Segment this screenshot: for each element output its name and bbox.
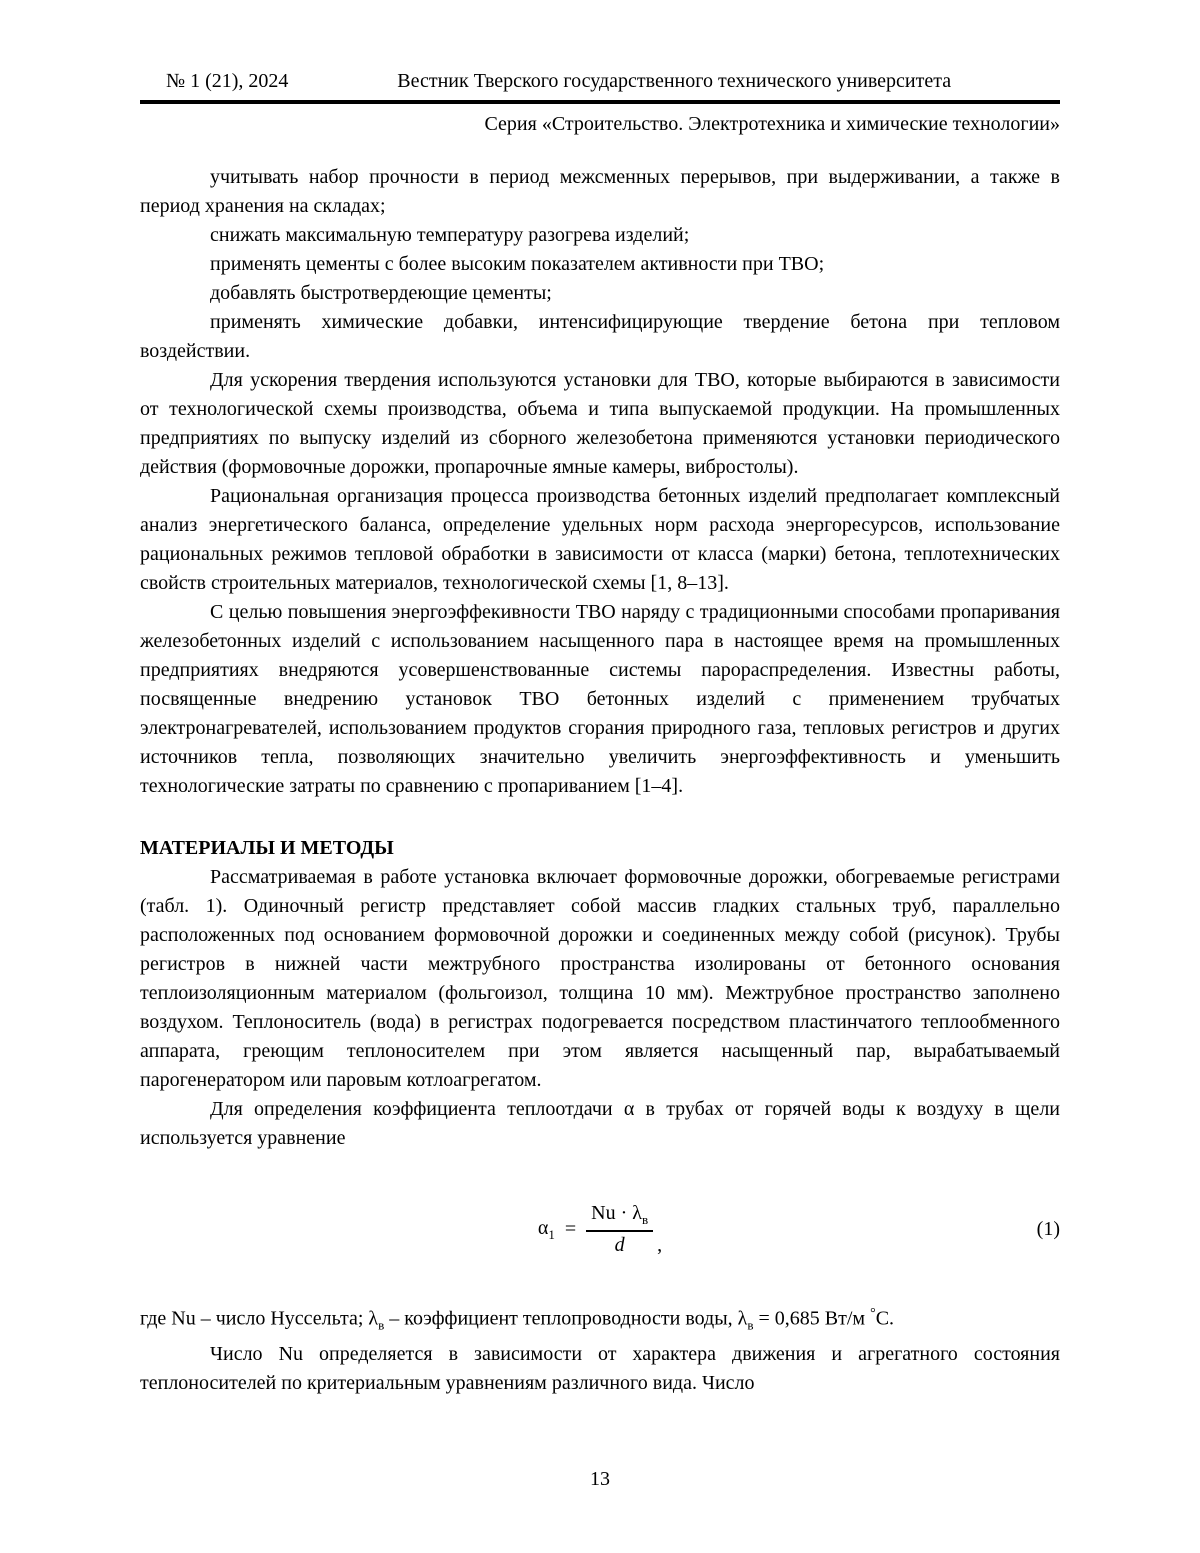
formula-block <box>140 1203 1060 1255</box>
formula-fraction <box>586 1203 653 1255</box>
section-heading: МАТЕРИАЛЫ И МЕТОДЫ <box>140 837 394 859</box>
page-number: 13 <box>590 1468 610 1490</box>
paragraph: Для ускорения твердения используются установки для ТВО, которые выбираются в зависимости от технологической схемы производства, объема и типа выпускаемой продукции. На промышленных предприятиях по выпуску изделий из сборного железобетона применяются установки периодического действия (формовочные дорожки, пропарочные ямные камеры, вибростолы). <box>140 369 1060 478</box>
series-title: Серия «Строительство. Электротехника и химические технологии» <box>484 113 1060 135</box>
closing-paragraph: Число Nu определяется в зависимости от характера движения и агрегатного состояния теплоносителей по критериальным уравнениям различного вида. Число <box>140 1342 1060 1394</box>
equals-sign: = <box>564 1218 577 1240</box>
formula <box>538 1203 662 1255</box>
numerator-text: Nu · λ <box>591 1202 642 1224</box>
paragraph: Рассматриваемая в работе установка включает формовочные дорожки, обогреваемые регистрами (табл. 1). Одиночный регистр представляет собой массив гладких стальных труб, параллельно расположенных под основанием формовочной дорожки и соединенных между собой (рисунок). Трубы регистров в нижней части межтрубного пространства изолированы от бетонного основания теплоизоляционным материалом (фольгоизол, толщина 10 мм). Межтрубное пространство заполнено воздухом. Теплоноситель (вода) в регистрах подогревается посредством пластинчатого теплообменного аппарата, греющим теплоносителем при этом является насыщенный пар, вырабатываемый парогенератором или паровым котлоагрегатом. <box>140 866 1060 1091</box>
paragraph: применять цементы с более высоким показателем активности при ТВО; <box>210 253 825 275</box>
paragraph: Для определения коэффициента теплоотдачи α в трубах от горячей воды к воздуху в щели используется уравнение <box>140 1098 1060 1149</box>
where-text: С. <box>875 1307 895 1330</box>
fraction-numerator <box>586 1203 653 1232</box>
degree-symbol: ° <box>870 1306 876 1321</box>
where-text: где Nu – число Нуссельта; λ <box>140 1307 379 1330</box>
alpha-subscript: 1 <box>548 1226 555 1242</box>
issue-label: № 1 (21), 2024 <box>166 70 289 92</box>
header <box>140 70 1060 136</box>
lambda-subscript: в <box>747 1317 754 1333</box>
journal-title: Вестник Тверского государственного технического университета <box>397 70 952 92</box>
lambda-subscript: в <box>641 1212 649 1227</box>
formula-comma: , <box>657 1234 663 1256</box>
article-body <box>140 163 1060 1398</box>
paragraph: Рациональная организация процесса производства бетонных изделий предполагает комплексный анализ энергетического баланса, определение удельных норм расхода энергоресурсов, использование рациональных режимов тепловой обработки в зависимости от класса (марки) бетона, теплотехнических свойств строительных материалов, технологической схемы [1, 8–13]. <box>140 485 1060 594</box>
equation-number: (1) <box>1036 1218 1060 1240</box>
alpha-symbol: α <box>537 1216 549 1239</box>
paragraph: применять химические добавки, интенсифицирующие твердение бетона при тепловом воздействии. <box>140 311 1060 362</box>
formula-lhs <box>538 1218 555 1241</box>
paragraph: снижать максимальную температуру разогрева изделий; <box>210 224 690 246</box>
where-clause <box>140 1299 1060 1340</box>
paragraph: С целью повышения энергоэффекивности ТВО наряду с традиционными способами пропаривания железобетонных изделий с использованием насыщенного пара в настоящее время на промышленных предприятиях внедряются усовершенствованные системы парораспределения. Известны работы, посвященные внедрению установок ТВО бетонных изделий с применением трубчатых электронагревателей, использованием продуктов сгорания природного газа, тепловых регистров и других источников тепла, позволяющих значительно увеличить энергоэффективность и уменьшить технологические затраты по сравнению с пропариванием [1–4]. <box>140 601 1060 797</box>
fraction-denominator: d <box>614 1234 625 1256</box>
where-text: = 0,685 Вт/м <box>753 1307 871 1330</box>
where-text: – коэффициент теплопроводности воды, λ <box>384 1307 748 1330</box>
lambda-subscript: в <box>378 1317 385 1333</box>
paragraph: учитывать набор прочности в период межсменных перерывов, при выдерживании, а также в период хранения на складах; <box>140 166 1060 217</box>
header-row <box>140 70 1060 100</box>
paragraph: добавлять быстротвердеющие цементы; <box>210 282 552 304</box>
